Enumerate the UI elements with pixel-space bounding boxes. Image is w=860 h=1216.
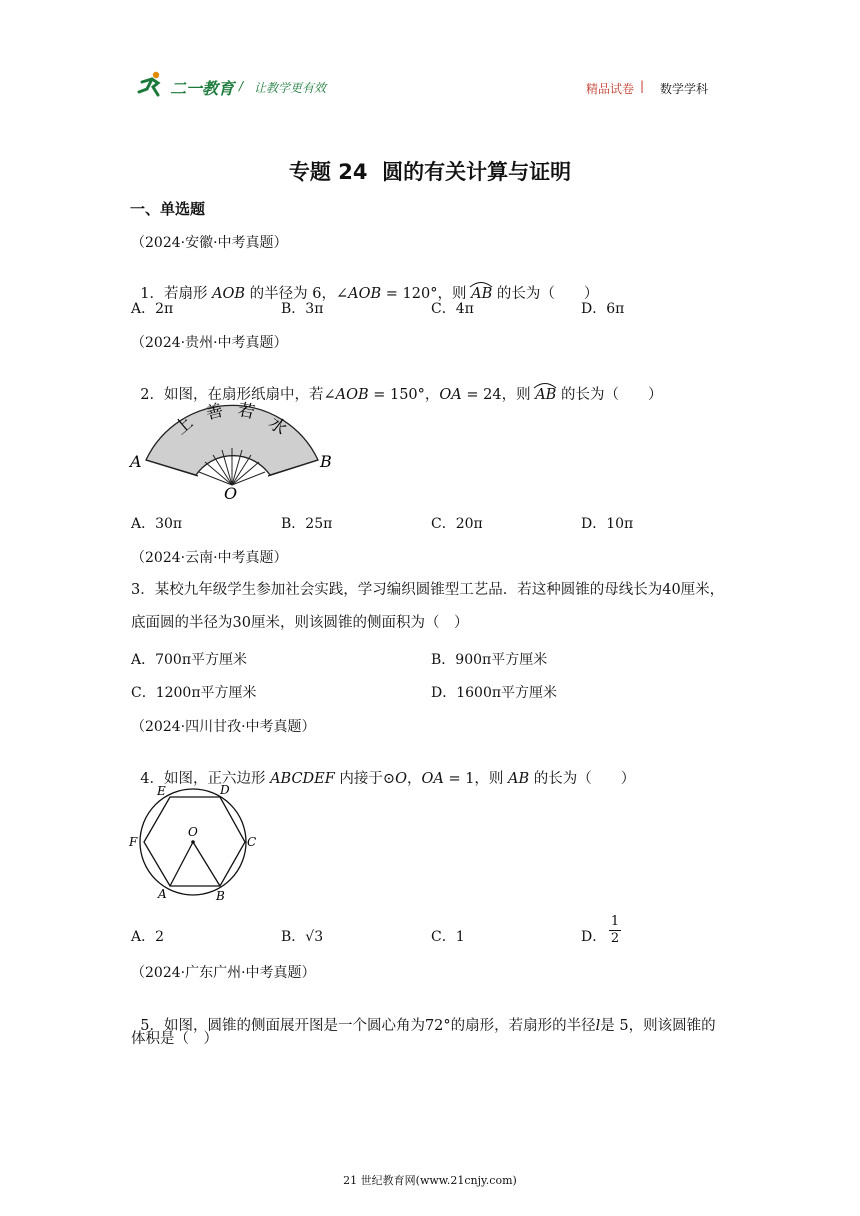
question-stem: 1．若扇形 AOB 的半径为 6，∠AOB = 120°，则 AB 的长为（ ）: [131, 264, 598, 304]
label-o: O: [224, 484, 238, 502]
option-d[interactable]: D．6π: [581, 301, 625, 317]
svg-text:O: O: [188, 825, 198, 839]
fan-figure: [128, 392, 338, 502]
svg-text:B: B: [216, 889, 225, 903]
svg-text:F: F: [129, 835, 138, 849]
svg-text:上: 上: [171, 412, 198, 439]
svg-text:D: D: [220, 783, 230, 797]
option-b[interactable]: B．3π: [281, 301, 324, 317]
question-source: （2024·安徽·中考真题）: [131, 235, 288, 251]
svg-text:C: C: [247, 835, 257, 849]
option-b[interactable]: B．√3: [281, 929, 324, 945]
logo-runner-icon: [136, 70, 166, 98]
option-b[interactable]: B．25π: [281, 516, 333, 532]
option-d[interactable]: D．1600π平方厘米: [431, 685, 558, 701]
option-c[interactable]: C．4π: [431, 301, 474, 317]
question-stem: 2．如图，在扇形纸扇中，若∠AOB = 150°，OA = 24，则 AB 的长为（ ）: [131, 365, 662, 405]
option-d[interactable]: D．10π: [581, 516, 634, 532]
header-slash: /: [239, 79, 244, 93]
question-stem-line: 3．某校九年级学生参加社会实践，学习编织圆锥型工艺品．若这种圆锥的母线长为40厘米，: [131, 582, 725, 598]
question-stem-line: 底面圆的半径为30厘米，则该圆锥的侧面积为（ ）: [131, 615, 469, 631]
option-c[interactable]: C．20π: [431, 516, 483, 532]
question-source: （2024·广东广州·中考真题）: [131, 965, 316, 981]
question-stem-line: 体积是（ ）: [131, 1031, 218, 1047]
svg-text:E: E: [157, 784, 166, 798]
question-stem: 4．如图，正六边形 ABCDEF 内接于⊙O，OA = 1，则 AB 的长为（ ）: [140, 771, 636, 787]
option-c[interactable]: C．1: [431, 929, 465, 945]
question-source: （2024·四川甘孜·中考真题）: [131, 719, 316, 735]
question-stem-line: 5．如图，圆锥的侧面展开图是一个圆心角为72°的扇形，若扇形的半径l是 5，则该圆锥的: [140, 1018, 716, 1034]
page-title: 专题 24 圆的有关计算与证明: [288, 160, 572, 184]
option-a[interactable]: A．2: [131, 929, 165, 945]
logo-text: 二一教育: [170, 79, 235, 98]
option-a[interactable]: A．2π: [131, 301, 174, 317]
label-b: B: [320, 452, 332, 471]
svg-text:若: 若: [235, 399, 257, 424]
option-d[interactable]: D． 1 2: [581, 914, 620, 946]
header: [136, 70, 726, 100]
question-source: （2024·贵州·中考真题）: [131, 335, 288, 351]
question-source: （2024·云南·中考真题）: [131, 550, 288, 566]
header-slogan: 让教学更有效: [254, 81, 327, 95]
option-c[interactable]: C．1200π平方厘米: [131, 685, 257, 701]
header-subject: 数学学科: [660, 82, 709, 96]
option-a[interactable]: A．700π平方厘米: [131, 652, 248, 668]
arc-ab: AB: [471, 284, 492, 304]
option-a[interactable]: A．30π: [131, 516, 183, 532]
arc-ab: AB: [535, 385, 556, 405]
label-a: A: [130, 452, 142, 471]
svg-text:A: A: [158, 887, 167, 901]
fraction: 1 2: [610, 914, 620, 946]
header-separator: |: [640, 79, 645, 93]
option-b[interactable]: B．900π平方厘米: [431, 652, 548, 668]
hexagon-figure: [126, 782, 266, 904]
svg-text:善: 善: [204, 400, 226, 425]
footer: 21 世纪教育网(www.21cnjy.com): [343, 1174, 517, 1187]
section-heading: 一、单选题: [130, 200, 206, 218]
svg-text:水: 水: [264, 413, 291, 440]
header-label: 精品试卷: [586, 82, 635, 96]
